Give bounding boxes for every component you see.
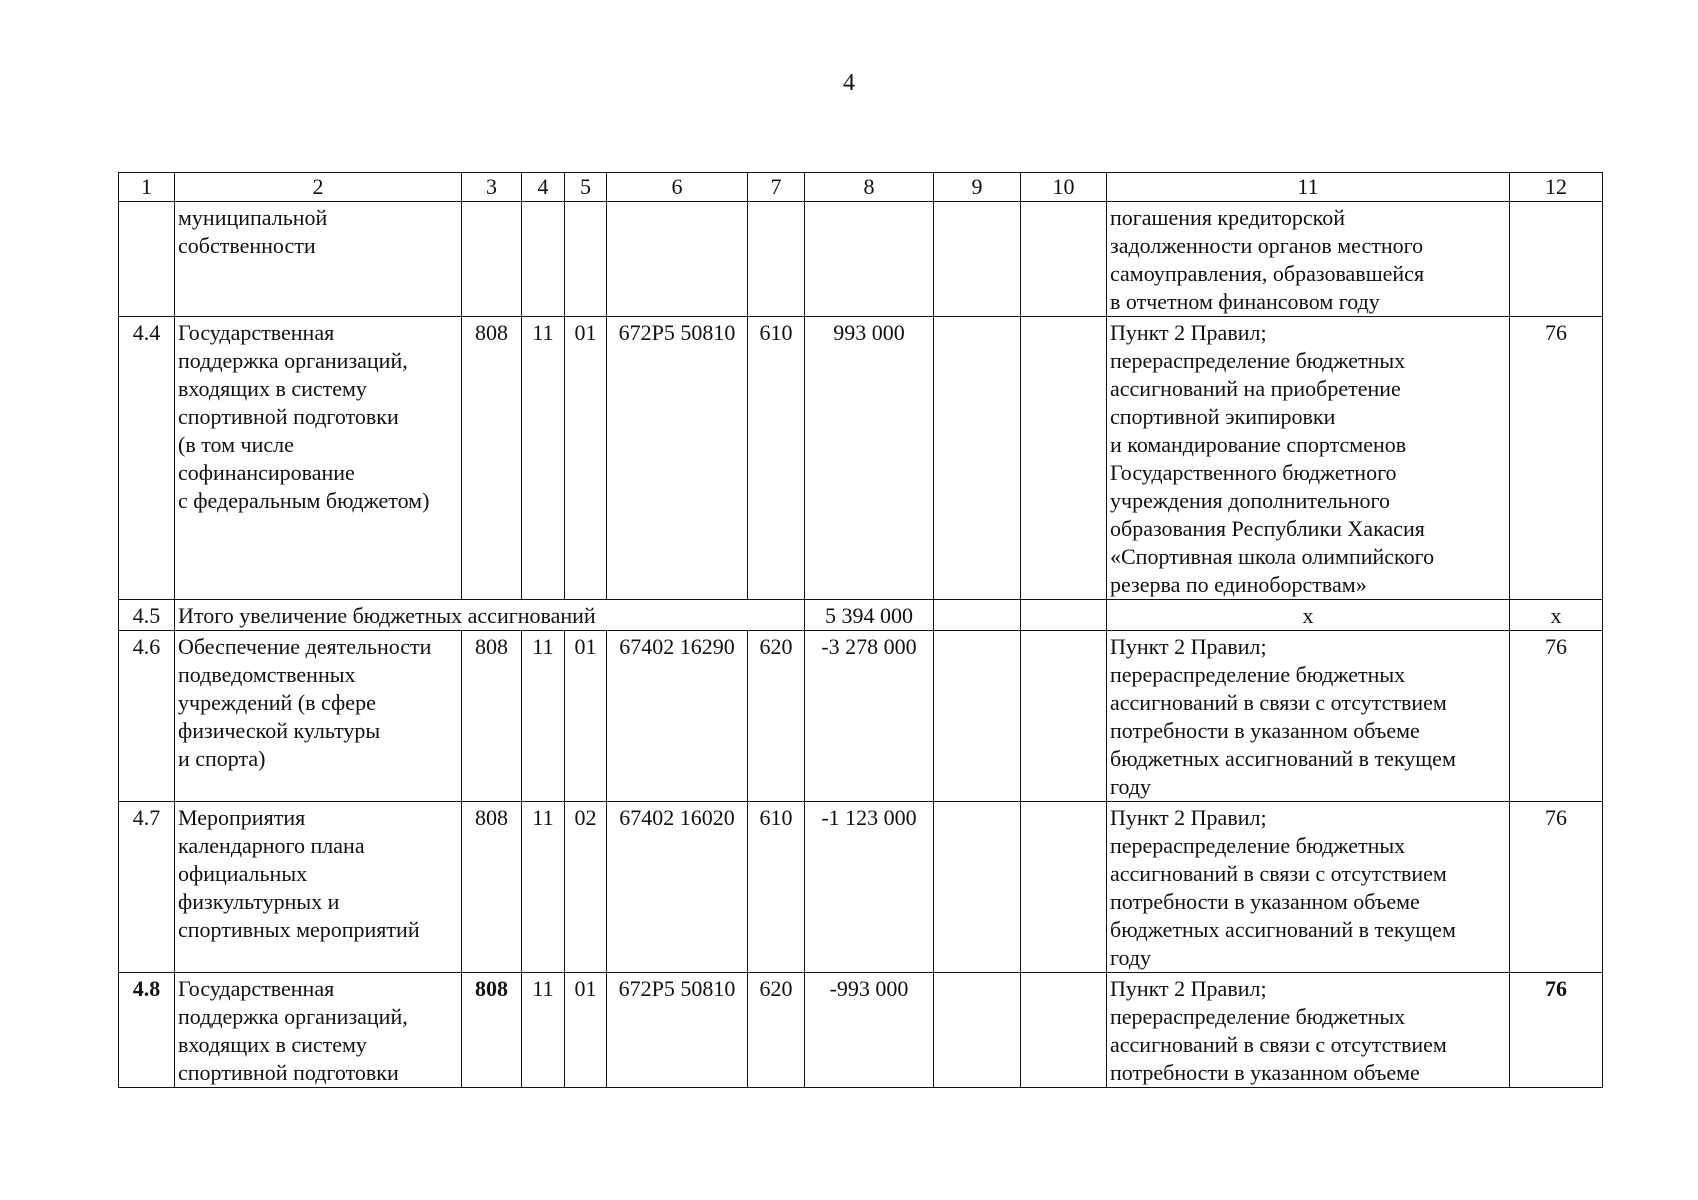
target-article-code: 672Р5 50810 (607, 973, 748, 1088)
column-header: 8 (805, 173, 934, 202)
budget-allocation-table (118, 172, 1603, 1088)
row-number: 4.6 (119, 631, 175, 802)
total-label: Итого увеличение бюджетных ассигнований (175, 600, 805, 631)
column-12-value (1510, 202, 1603, 317)
justification: Пункт 2 Правил; перераспределение бюджетных ассигнований в связи с отсутствием потребности в указанном объеме (1107, 973, 1510, 1088)
column-header: 5 (565, 173, 607, 202)
table-row-4-4 (119, 317, 1603, 600)
column-9-value (934, 631, 1021, 802)
expense-name: Государственная поддержка организаций, входящих в систему спортивной подготовки (175, 973, 462, 1088)
justification: Пункт 2 Правил; перераспределение бюджетных ассигнований в связи с отсутствием потребности в указанном объеме бюджетных ассигнований в текущем году (1107, 802, 1510, 973)
amount (805, 202, 934, 317)
section-code: 11 (522, 802, 565, 973)
column-12-value: 76 (1510, 802, 1603, 973)
justification: погашения кредиторской задолженности органов местного самоуправления, образовавшейся в отчетном финансовом году (1107, 202, 1510, 317)
column-header: 1 (119, 173, 175, 202)
ministry-code: 808 (462, 631, 522, 802)
expense-name: Государственная поддержка организаций, входящих в систему спортивной подготовки (в том числе софинансирование с федеральным бюджетом) (175, 317, 462, 600)
expense-type-code: 610 (748, 317, 805, 600)
column-9-value (934, 973, 1021, 1088)
column-12-value: 76 (1510, 631, 1603, 802)
column-header: 2 (175, 173, 462, 202)
column-10-value (1021, 802, 1107, 973)
amount: -3 278 000 (805, 631, 934, 802)
column-9-value (934, 600, 1021, 631)
column-10-value (1021, 317, 1107, 600)
table-row-4-7 (119, 802, 1603, 973)
ministry-code (462, 202, 522, 317)
row-number: 4.5 (119, 600, 175, 631)
column-header: 7 (748, 173, 805, 202)
column-12-value: 76 (1510, 973, 1603, 1088)
row-number: 4.4 (119, 317, 175, 600)
row-number (119, 202, 175, 317)
table-row-4-5-total (119, 600, 1603, 631)
expense-name: муниципальной собственности (175, 202, 462, 317)
ministry-code: 808 (462, 317, 522, 600)
column-10-value (1021, 600, 1107, 631)
column-header: 4 (522, 173, 565, 202)
column-header: 12 (1510, 173, 1603, 202)
target-article-code (607, 202, 748, 317)
section-code: 11 (522, 631, 565, 802)
expense-type-code: 620 (748, 631, 805, 802)
column-12-value: х (1510, 600, 1603, 631)
column-header: 3 (462, 173, 522, 202)
subsection-code: 01 (565, 631, 607, 802)
column-10-value (1021, 202, 1107, 317)
amount: -1 123 000 (805, 802, 934, 973)
column-9-value (934, 802, 1021, 973)
amount: 5 394 000 (805, 600, 934, 631)
expense-type-code: 610 (748, 802, 805, 973)
target-article-code: 672Р5 50810 (607, 317, 748, 600)
subsection-code: 01 (565, 973, 607, 1088)
ministry-code: 808 (462, 802, 522, 973)
section-code (522, 202, 565, 317)
column-9-value (934, 317, 1021, 600)
subsection-code (565, 202, 607, 317)
expense-type-code: 620 (748, 973, 805, 1088)
section-code: 11 (522, 973, 565, 1088)
column-header: 6 (607, 173, 748, 202)
column-header: 11 (1107, 173, 1510, 202)
amount: -993 000 (805, 973, 934, 1088)
column-12-value: 76 (1510, 317, 1603, 600)
ministry-code: 808 (462, 973, 522, 1088)
table-row-continuation (119, 202, 1603, 317)
column-10-value (1021, 631, 1107, 802)
expense-name: Обеспечение деятельности подведомственных учреждений (в сфере физической культуры и спорта) (175, 631, 462, 802)
amount: 993 000 (805, 317, 934, 600)
page-number: 4 (843, 70, 855, 96)
row-number: 4.8 (119, 973, 175, 1088)
table-row-4-8 (119, 973, 1603, 1088)
subsection-code: 02 (565, 802, 607, 973)
column-9-value (934, 202, 1021, 317)
target-article-code: 67402 16290 (607, 631, 748, 802)
expense-name: Мероприятия календарного плана официальных физкультурных и спортивных мероприятий (175, 802, 462, 973)
column-number-header-row (119, 173, 1603, 202)
justification: х (1107, 600, 1510, 631)
table-row-4-6 (119, 631, 1603, 802)
column-header: 9 (934, 173, 1021, 202)
expense-type-code (748, 202, 805, 317)
row-number: 4.7 (119, 802, 175, 973)
justification: Пункт 2 Правил; перераспределение бюджетных ассигнований в связи с отсутствием потребности в указанном объеме бюджетных ассигнований в текущем году (1107, 631, 1510, 802)
section-code: 11 (522, 317, 565, 600)
target-article-code: 67402 16020 (607, 802, 748, 973)
subsection-code: 01 (565, 317, 607, 600)
justification: Пункт 2 Правил; перераспределение бюджетных ассигнований на приобретение спортивной экипировки и командирование спортсменов Государственного бюджетного учреждения дополнительного образования Республики Хакасия «Спортивная школа олимпийского резерва по единоборствам» (1107, 317, 1510, 600)
column-10-value (1021, 973, 1107, 1088)
column-header: 10 (1021, 173, 1107, 202)
